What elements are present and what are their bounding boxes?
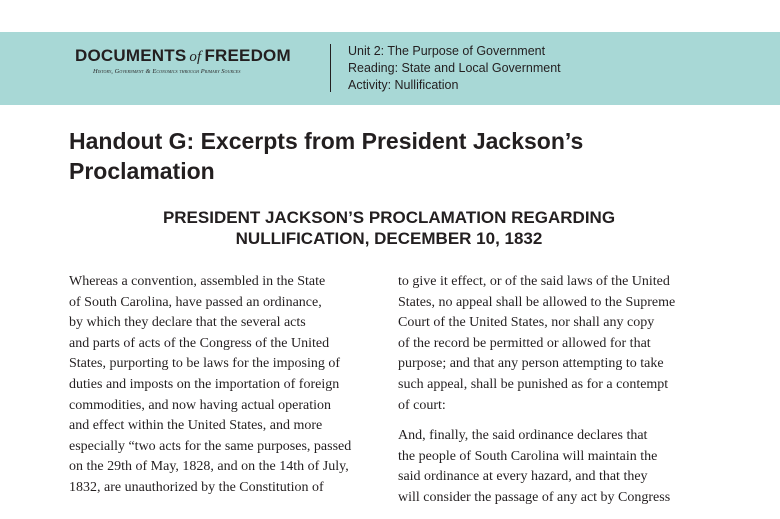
document-title-line-2: NULLIFICATION, DECEMBER 10, 1832	[235, 229, 543, 248]
text-line: commodities, and now having actual operation	[69, 397, 332, 413]
text-line: and parts of acts of the Congress of the United	[69, 335, 330, 351]
text-line: States, purporting to be laws for the imposing of	[69, 356, 341, 372]
documents-of-freedom-logo	[75, 46, 317, 75]
text-line: purpose; and that any person attempting to take	[398, 356, 664, 372]
logo-subtitle: History, Government & Economics through Primary Sources	[93, 68, 241, 75]
unit-label: Unit 2: The Purpose of Government	[348, 44, 546, 58]
text-line: of court:	[398, 397, 446, 413]
document-title	[69, 207, 709, 249]
text-line: especially “two acts for the same purposes, passed	[69, 438, 352, 454]
logo-main-freedom: FREEDOM	[204, 46, 291, 65]
text-line: of South Carolina, have passed an ordinance,	[69, 294, 322, 310]
header-divider	[330, 44, 331, 92]
handout-title-line-1: Handout G: Excerpts from President Jackson’s	[69, 128, 584, 154]
text-line: and effect within the United States, and more	[69, 418, 323, 434]
text-line: said ordinance at every hazard, and that they	[398, 469, 648, 485]
text-line: of the record be permitted or allowed for that	[398, 335, 651, 351]
text-line: the people of South Carolina will maintain the	[398, 448, 658, 464]
left-paragraph	[69, 272, 389, 499]
right-paragraph-1	[398, 272, 718, 416]
handout-title-line-2: Proclamation	[69, 158, 215, 184]
logo-title	[75, 46, 317, 67]
text-line: Whereas a convention, assembled in the State	[69, 274, 326, 289]
handout-title	[69, 126, 709, 186]
right-paragraph-2	[398, 426, 718, 508]
right-column	[398, 272, 718, 519]
text-line: on the 29th of May, 1828, and on the 14th of July,	[69, 459, 349, 475]
text-line: duties and imposts on the importation of foreign	[69, 376, 340, 392]
text-line: by which they declare that the several acts	[69, 315, 306, 331]
logo-of: of	[189, 49, 202, 65]
unit-info	[348, 43, 561, 94]
left-column	[69, 272, 389, 509]
text-line: States, no appeal shall be allowed to the Supreme	[398, 294, 676, 310]
text-line: such appeal, shall be punished as for a contempt	[398, 376, 669, 392]
document-title-line-1: PRESIDENT JACKSON’S PROCLAMATION REGARDING	[162, 208, 616, 227]
text-line: And, finally, the said ordinance declares that	[398, 428, 648, 444]
reading-label: Reading: State and Local Government	[348, 61, 561, 75]
text-line: will consider the passage of any act by Congress	[398, 489, 671, 505]
text-line: Court of the United States, nor shall any copy	[398, 315, 655, 331]
activity-label: Activity: Nullification	[348, 78, 459, 92]
logo-main-documents: DOCUMENTS	[75, 46, 187, 65]
text-line: to give it effect, or of the said laws of the United	[398, 274, 670, 289]
text-line: 1832, are unauthorized by the Constitution of	[69, 479, 324, 495]
